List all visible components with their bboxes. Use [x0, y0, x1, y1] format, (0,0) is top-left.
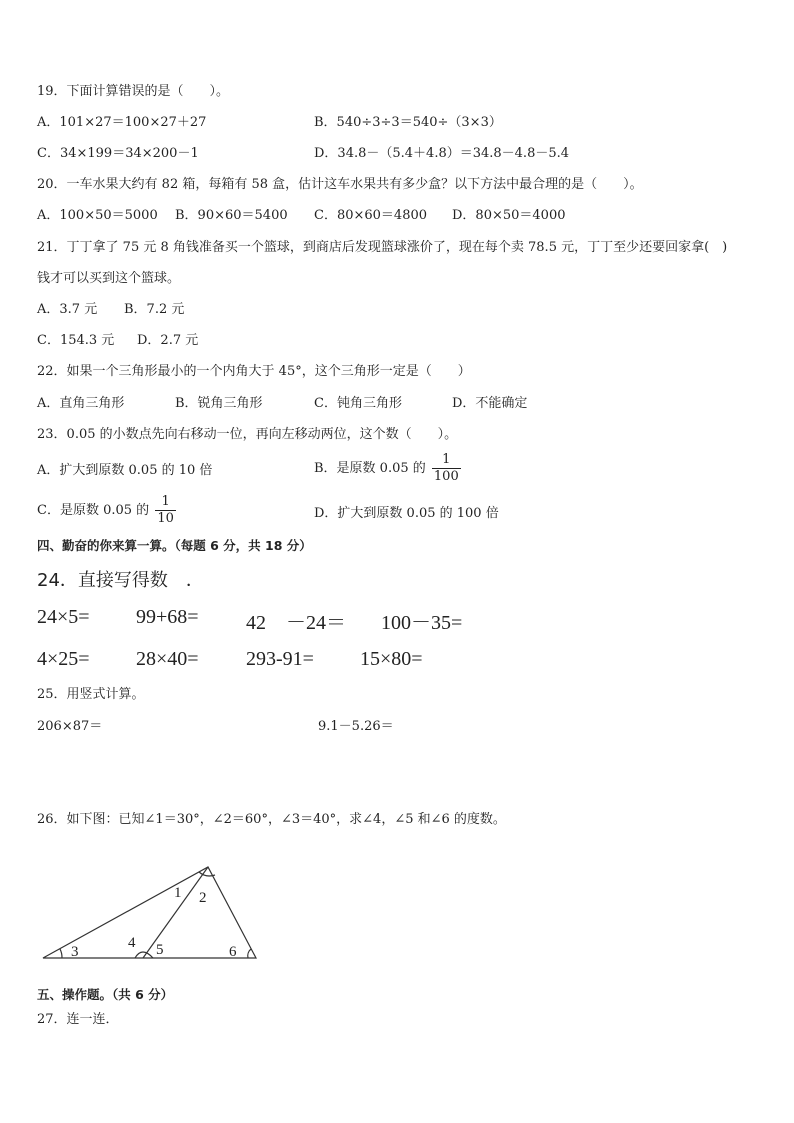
q19-option-a: A．101×27＝100×27＋27 [37, 115, 207, 130]
q19-option-c: C．34×199＝34×200－1 [37, 146, 199, 161]
fraction-numerator: 1 [155, 494, 176, 511]
q23-option-d: D．扩大到原数 0.05 的 100 倍 [314, 506, 499, 521]
q22-option-d: D．不能确定 [452, 396, 528, 411]
q22-stem: 22．如果一个三角形最小的一个内角大于 45°，这个三角形一定是（ ） [37, 364, 471, 379]
fraction-denominator: 10 [157, 511, 174, 526]
q24-item: 4×25= [37, 648, 90, 670]
q26-stem: 26．如下图：已知∠1＝30°，∠2＝60°，∠3＝40°，求∠4，∠5 和∠6 的度数。 [37, 812, 506, 827]
angle-arc-6 [248, 949, 251, 958]
q24-item: 293-91= [246, 648, 314, 670]
q25-left-expression: 206×87＝ [37, 719, 103, 734]
inner-segment [143, 867, 208, 958]
angle-label-3: 3 [71, 944, 79, 960]
fraction-one-hundredth [432, 452, 461, 485]
q21-stem-line2: 钱才可以买到这个篮球。 [37, 271, 181, 286]
q19-option-d: D．34.8－（5.4＋4.8）＝34.8－4.8－5.4 [314, 146, 570, 161]
q24-item: 42 －24＝ [246, 612, 346, 634]
q23-option-a: A．扩大到原数 0.05 的 10 倍 [37, 463, 213, 478]
q24-item: 99+68= [136, 606, 199, 628]
q23-option-c [37, 494, 176, 527]
angle-label-4: 4 [128, 935, 136, 951]
angle-arc-3 [60, 949, 62, 958]
section-5-heading: 五、操作题。（共 6 分） [37, 987, 174, 1002]
q23-option-b [314, 452, 461, 485]
angle-label-2: 2 [199, 890, 207, 906]
q22-option-a: A．直角三角形 [37, 396, 125, 411]
q20-option-c: C．80×60＝4800 [314, 208, 428, 223]
fraction-denominator: 100 [433, 469, 459, 484]
q21-option-a: A．3.7 元 [37, 302, 98, 317]
q24-item: 100－35= [381, 612, 463, 634]
q21-option-d: D．2.7 元 [137, 333, 199, 348]
q24-item: 15×80= [360, 648, 423, 670]
section-4-heading: 四、勤奋的你来算一算。（每题 6 分，共 18 分） [37, 538, 312, 553]
q25-right-expression: 9.1－5.26＝ [318, 719, 394, 734]
q24-item: 28×40= [136, 648, 199, 670]
q25-stem: 25．用竖式计算。 [37, 687, 145, 702]
q21-option-c: C．154.3 元 [37, 333, 115, 348]
q21-option-b: B．7.2 元 [124, 302, 185, 317]
q22-option-c: C．钝角三角形 [314, 396, 402, 411]
q19-option-b: B．540÷3÷3＝540÷（3×3） [314, 115, 502, 130]
q23-option-b-text: B．是原数 0.05 的 [314, 461, 426, 476]
triangle-diagram [36, 858, 266, 968]
angle-label-6: 6 [229, 944, 237, 960]
q20-option-b: B．90×60＝5400 [175, 208, 288, 223]
angle-label-5: 5 [156, 942, 164, 958]
q27-stem: 27．连一连． [37, 1012, 119, 1027]
q20-option-a: A．100×50＝5000 [37, 208, 158, 223]
q22-option-b: B．锐角三角形 [175, 396, 263, 411]
q20-option-d: D．80×50＝4000 [452, 208, 566, 223]
q23-option-c-text: C．是原数 0.05 的 [37, 503, 150, 518]
fraction-numerator: 1 [432, 452, 461, 469]
fraction-one-tenth [155, 494, 176, 527]
angle-label-1: 1 [174, 885, 182, 901]
q23-stem: 23．0.05 的小数点先向右移动一位，再向左移动两位，这个数（ ）。 [37, 427, 458, 442]
q24-item: 24×5= [37, 606, 90, 628]
q24-stem: 24．直接写得数 ． [37, 570, 204, 591]
q21-stem-line1: 21．丁丁拿了 75 元 8 角钱准备买一个篮球，到商店后发现篮球涨价了，现在每个卖 78.5 元，丁丁至少还要回家拿( ) [37, 240, 728, 255]
q20-stem: 20．一车水果大约有 82 箱，每箱有 58 盒，估计这车水果共有多少盒？以下方法中最合理的是（ ）。 [37, 177, 643, 192]
q19-stem: 19．下面计算错误的是（ ）。 [37, 84, 230, 99]
